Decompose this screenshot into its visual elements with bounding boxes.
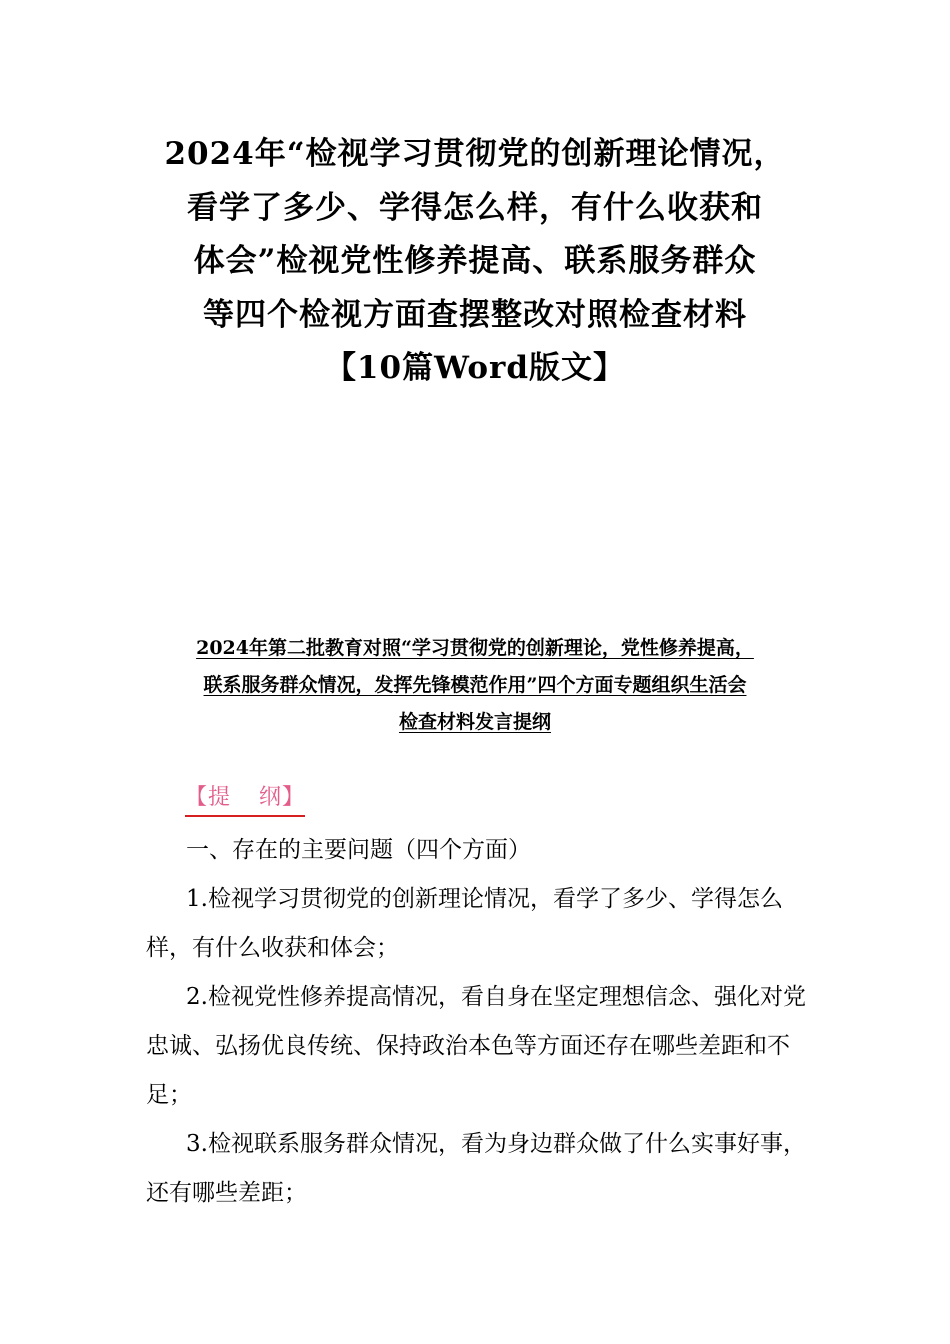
document-title (80, 128, 870, 396)
title-line: 看学了多少、学得怎么样，有什么收获和 (187, 189, 763, 226)
outline-tag-char-2: 纲 (259, 785, 283, 810)
title-line: 2024年“检视学习贯彻党的创新理论情况， (164, 136, 786, 172)
title-line: 【10篇Word版文】 (324, 350, 626, 386)
subtitle-line: 检查材料发言提纲 (398, 711, 551, 733)
body-text (146, 826, 806, 1218)
title-line: 体会”检视党性修养提高、联系服务群众 (193, 243, 757, 279)
list-item: 1.检视学习贯彻党的创新理论情况，看学了多少、学得怎么样，有什么收获和体会； (146, 886, 783, 961)
list-item: 2.检视党性修养提高情况，看自身在坚定理想信念、强化对党忠诚、弘扬优良传统、保持政治本色等方面还存在哪些差距和不足； (146, 984, 806, 1108)
section-heading: 一、存在的主要问题（四个方面） (186, 837, 531, 863)
list-item: 3.检视联系服务群众情况，看为身边群众做了什么实事好事，还有哪些差距； (146, 1131, 806, 1206)
outline-heading-tag (185, 783, 305, 817)
section-subtitle (120, 630, 830, 741)
subtitle-line: 2024年第二批教育对照“学习贯彻党的创新理论，党性修养提高， (196, 637, 754, 659)
outline-tag-close-bracket: 】 (282, 785, 306, 810)
title-line: 等四个检视方面查摆整改对照检查材料 (203, 296, 747, 333)
outline-tag-char-1: 提 (208, 785, 232, 810)
outline-tag-open-bracket: 【 (185, 785, 209, 810)
subtitle-line: 联系服务群众情况，发挥先锋模范作用”四个方面专题组织生活会 (203, 674, 747, 696)
